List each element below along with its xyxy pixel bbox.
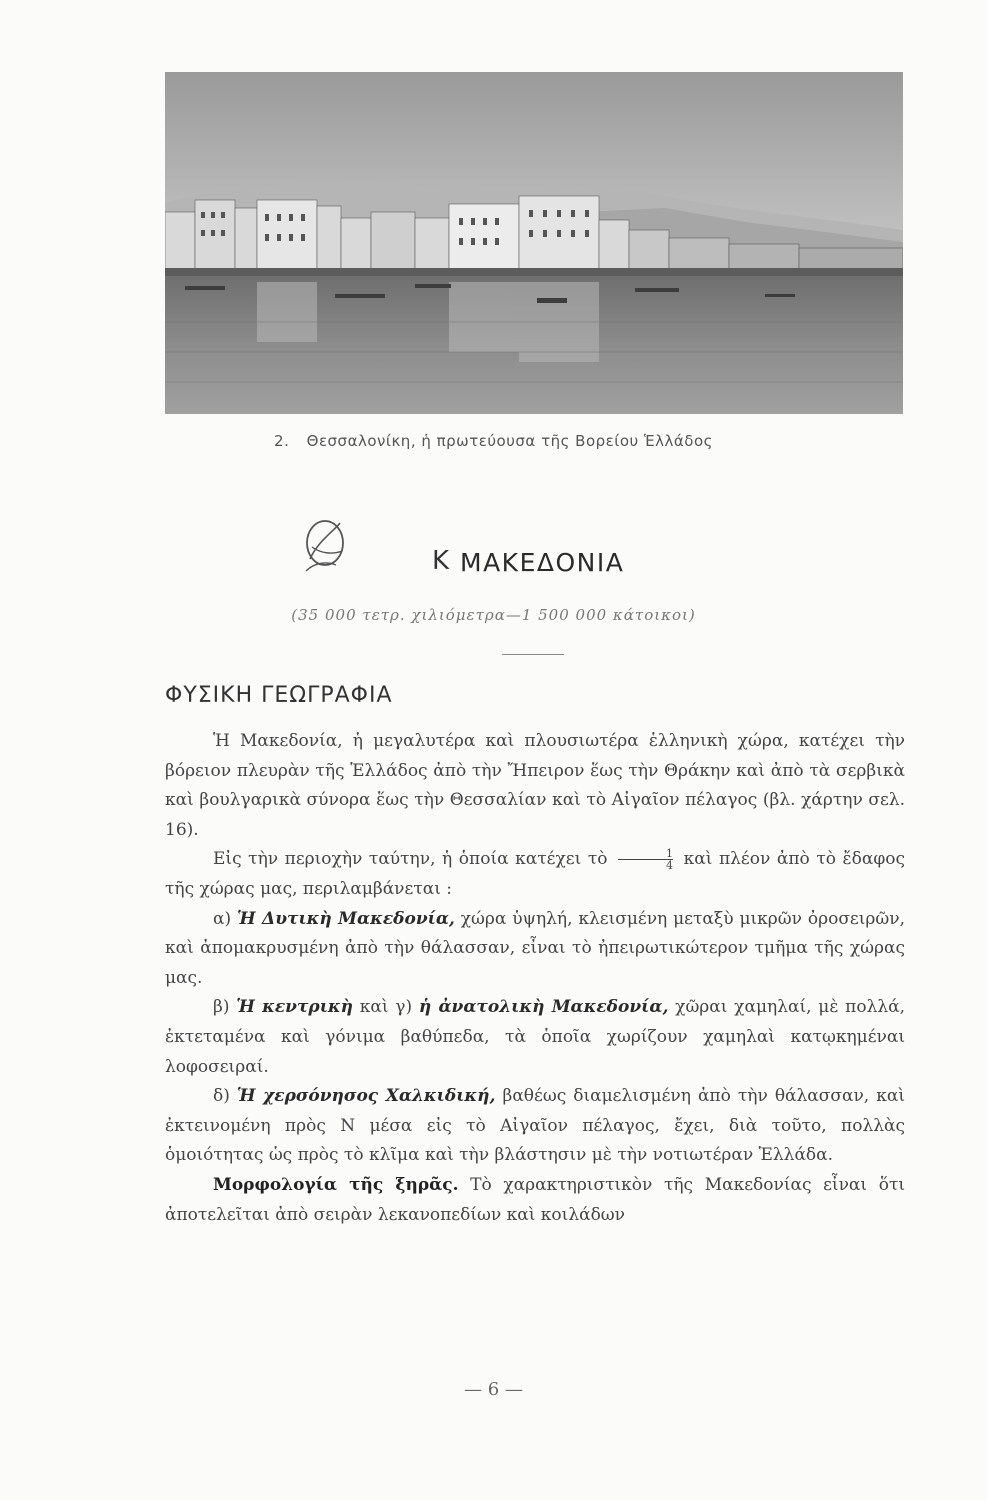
library-stamp-mark [296,513,354,579]
region-name: ἡ ἀνατολικὴ Μακεδονία, [418,997,669,1018]
handwritten-mark: Κ [432,546,450,576]
fraction-numerator: 1 [666,847,674,861]
list-label: β) [213,997,230,1018]
region-name: Ἡ Δυτικὴ Μακεδονία, [237,908,455,929]
list-label: α) [213,908,232,929]
paragraph-text: Εἰς τὴν περιοχὴν ταύτην, ἡ ὁποία κατέχει τὸ [213,849,608,870]
page-number: — 6 — [464,1379,523,1400]
paragraph-text: καὶ γ) [359,997,413,1018]
section-subtitle: (35 000 τετρ. χιλιόμετρα—1 500 000 κάτοικοι) [291,606,696,624]
subsection-heading: Μορφολογία τῆς ξηρᾶς. [213,1174,459,1195]
figure-caption [0,432,987,450]
chapter-heading: ΦΥΣΙΚΗ ΓΕΩΓΡΑΦΙΑ [165,683,393,708]
paragraph [165,1171,905,1230]
paragraph-text: χώρα ὑψηλή, κλεισμένη μεταξὺ μικρῶν ὀροσειρῶν, καὶ ἀπομακρυσμένη ἀπὸ τὴν θάλασσαν, εἶναι τὸ ἠπειρωτικώτερον τμῆμα τῆς χώρας μας. [165,908,905,988]
paragraph-text: καὶ πλέον ἀπὸ τὸ ἔδαφος τῆς χώρας μας, περιλαμβάνεται : [165,849,906,899]
fraction [618,848,673,871]
divider-rule [502,654,564,655]
paragraph [165,1082,905,1171]
paragraph-text: Τὸ χαρακτηριστικὸν τῆς Μακεδονίας εἶναι ὅτι ἀποτελεῖται ἀπὸ σειρὰν λεκανοπεδίων καὶ κοιλάδων [165,1174,906,1225]
region-name: Ἡ κεντρικὴ [236,997,354,1018]
paragraph [165,993,905,1082]
figure-caption-text: Θεσσαλονίκη, ἡ πρωτεύουσα τῆς Βορείου Ἑλλάδος [306,432,713,450]
paragraph-text: χῶραι χαμηλαί, μὲ πολλά, ἐκτεταμένα καὶ γόνιμα βαθύπεδα, τὰ ὁποῖα χωρίζουν χαμηλαὶ κατῳκημέναι λοφοσειραί. [165,997,906,1077]
paragraph: Ἡ Μακεδονία, ἡ μεγαλυτέρα καὶ πλουσιωτέρα ἑλληνικὴ χώρα, κατέχει τὴν βόρειον πλευρὰν τῆς Ἑλλάδος ἀπὸ τὴν Ἤπειρον ἕως τὴν Θράκην καὶ ἀπὸ τὰ σερβικὰ καὶ βουλγαρικὰ σύνορα ἕως τὴν Θεσσαλίαν καὶ τὸ Αἰγαῖον πέλαγος (βλ. χάρτην σελ. 16). [165,731,905,840]
section-title: ΜΑΚΕΔΟΝΙΑ [460,548,625,577]
region-name: Ἡ χερσόνησος Χαλκιδική, [236,1086,496,1107]
list-label: δ) [213,1086,230,1107]
paragraph [165,905,905,994]
figure-number: 2. [274,432,290,450]
fraction-denominator: 4 [618,859,673,871]
thessaloniki-harbor-photo [165,72,903,414]
paragraph-text: βαθέως διαμελισμένη ἀπὸ τὴν θάλασσαν, καὶ ἐκτεινομένη πρὸς Ν μέσα εἰς τὸ Αἰγαῖον πέλαγος, ἔχει, διὰ τοῦτο, πολλὰς ὁμοιότητας ὡς πρὸς τὸ κλῖμα καὶ τὴν βλάστησιν μὲ τὴν νοτιωτέραν Ἑλλάδα. [165,1086,906,1166]
body-text [165,727,905,1230]
paragraph [165,845,905,904]
